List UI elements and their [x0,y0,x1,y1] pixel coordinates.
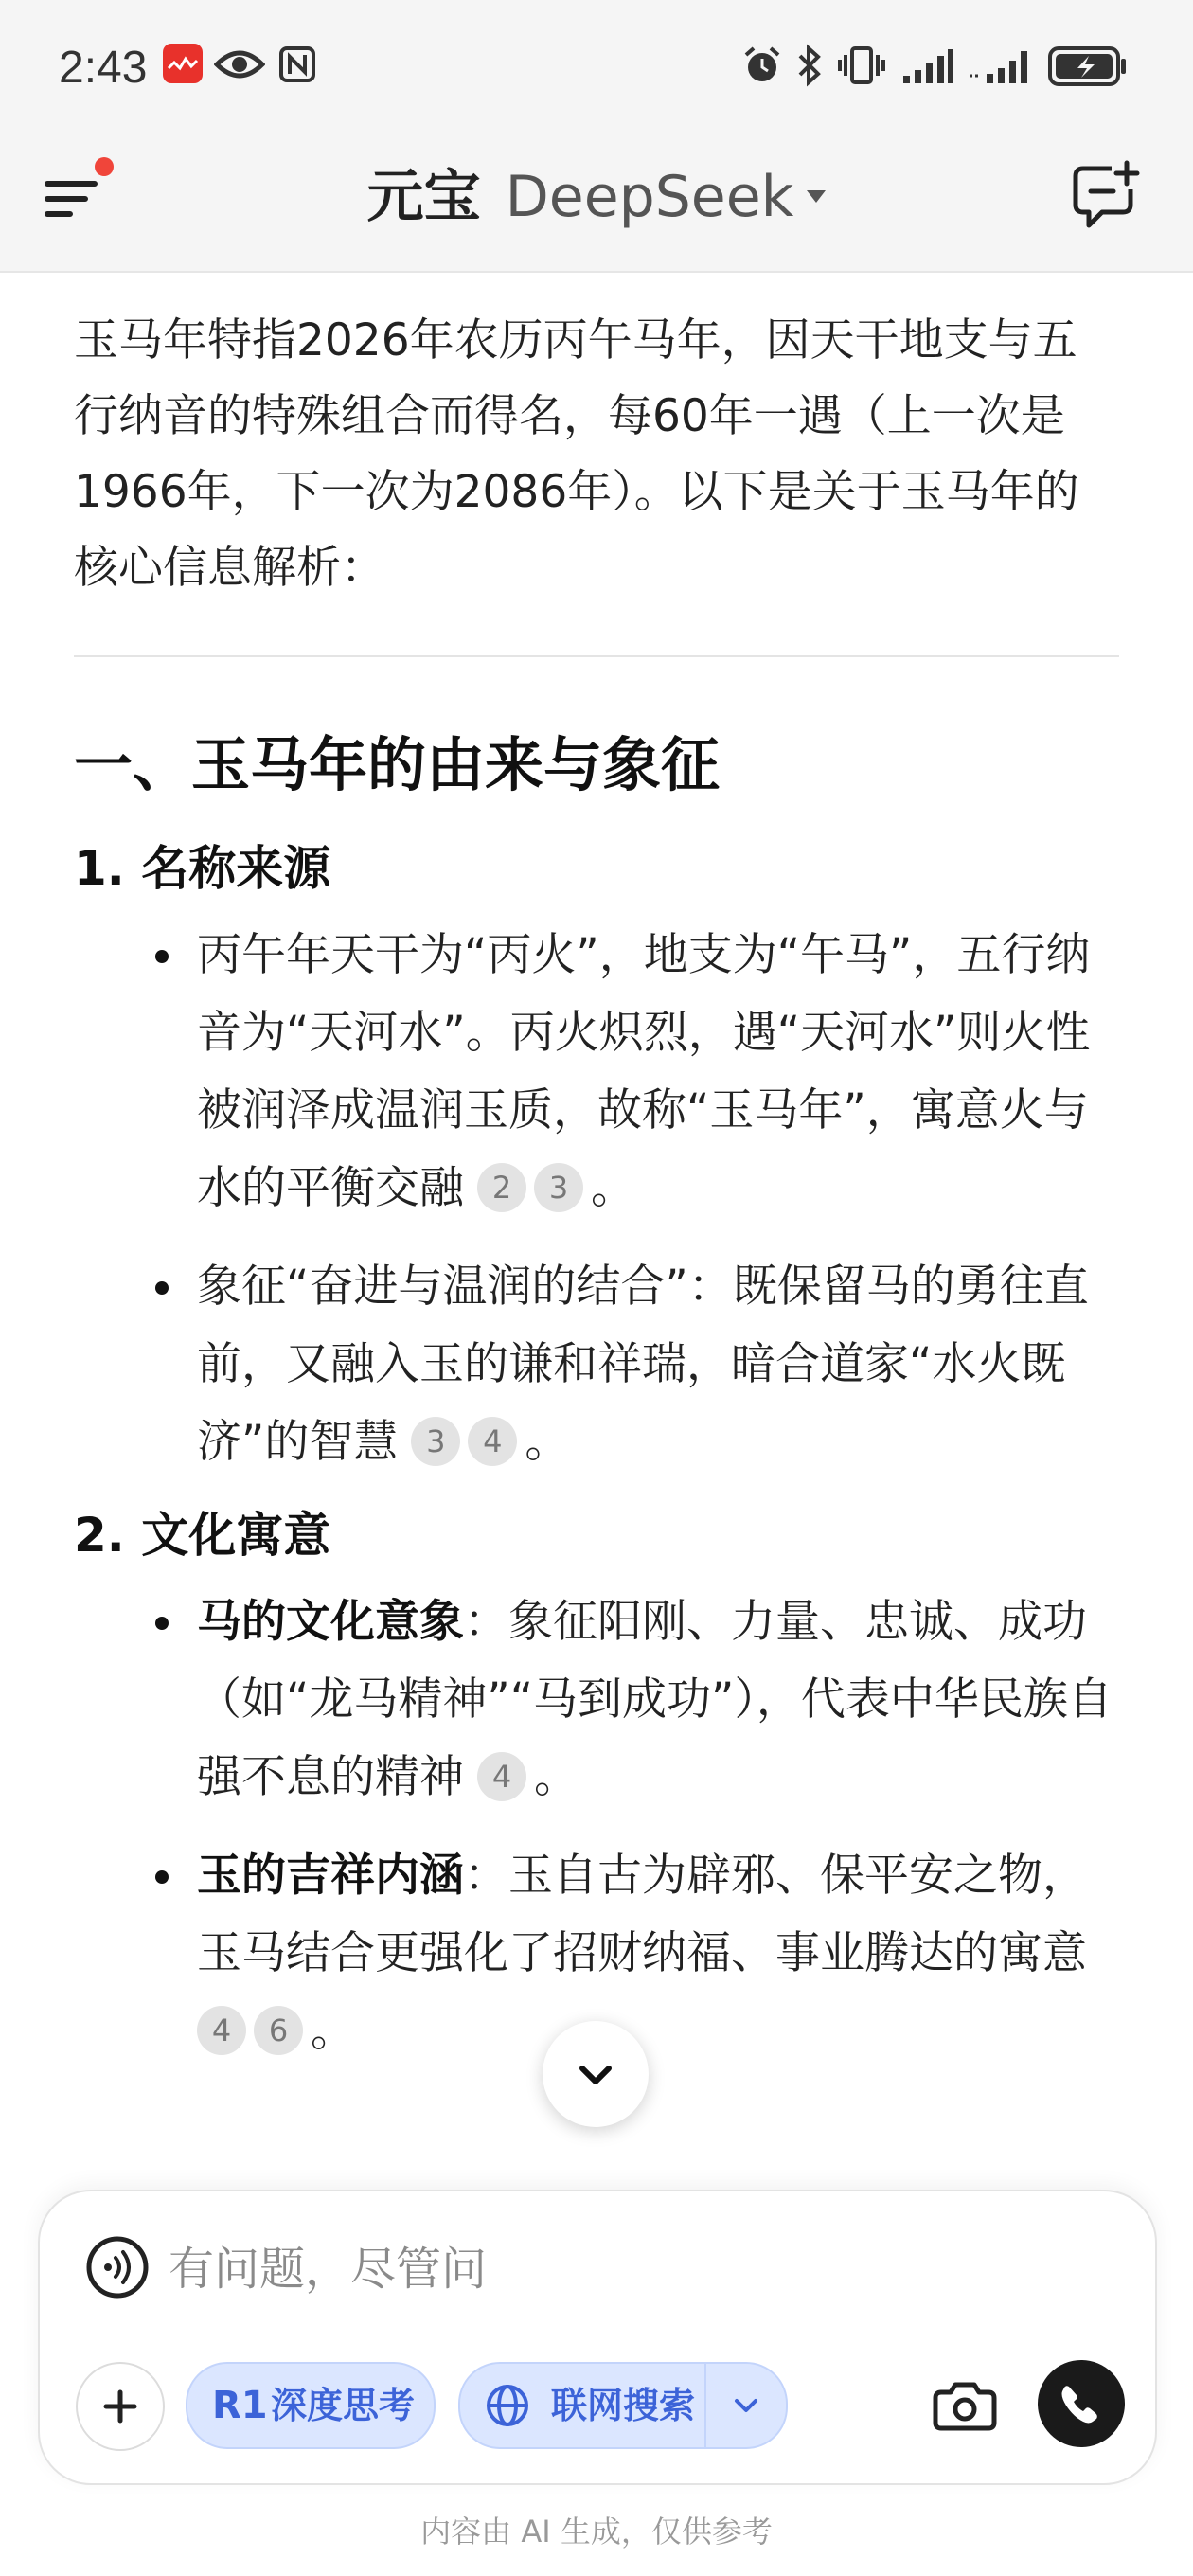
plus-icon [78,2364,163,2449]
eye-icon [214,47,265,81]
list-item-end: 。 [525,1416,570,1468]
list-item [197,1583,1119,1816]
divider [74,655,1119,657]
app-notification-icon [163,44,203,83]
chevron-down-icon [543,2021,649,2127]
voice-input-icon[interactable] [85,2235,150,2299]
caret-down-icon [807,190,826,203]
app-brand: 元宝 [366,164,481,230]
intro-paragraph: 玉马年特指2026年农历丙午马年，因天干地支与五行纳音的特殊组合而得名，每60年一遇（上一次是1966年，下一次为2086年）。以下是关于玉马年的核心信息解析： [74,314,1079,594]
list-item [197,917,1119,1227]
signal-2-icon [968,47,1034,85]
bullet-list [74,917,1119,1481]
r1-icon: R1 [212,2384,268,2427]
bullet-list [74,1583,1119,2070]
model-selector[interactable] [0,163,1193,231]
ai-disclaimer: 内容由 AI 生成，仅供参考 [420,2513,773,2549]
list-item-text: 象征“奋进与温润的结合”：既保留马的勇往直前，又融入玉的谦和祥瑞，暗合道家“水火既济”的智慧 [197,1261,1089,1468]
status-bar [0,0,1193,133]
new-chat-button[interactable] [1070,159,1142,231]
camera-icon[interactable] [922,2362,1007,2447]
citation-badge[interactable]: 3 [411,1417,460,1466]
web-search-label: 联网搜索 [551,2385,696,2426]
subsection-title: 1. 名称来源 [74,841,331,896]
section-title: 一、玉马年的由来与象征 [74,730,721,799]
chevron-down-icon[interactable] [727,2387,765,2424]
phone-icon [1038,2360,1125,2447]
add-attachment-button[interactable] [76,2362,165,2451]
list-item [197,1248,1119,1481]
vibrate-icon [837,45,886,85]
list-item-end: 。 [591,1162,635,1214]
citation-badge[interactable]: 3 [534,1163,583,1212]
message-input[interactable]: 有问题，尽管问 [169,2243,488,2296]
list-item-bold: 玉的吉祥内涵 [197,1850,464,1902]
status-time: 2:43 [59,43,148,93]
deep-think-toggle[interactable] [186,2362,436,2449]
citation-badge[interactable]: 2 [477,1163,526,1212]
citation-badge[interactable]: 4 [468,1417,517,1466]
list-item-end: 。 [534,1751,579,1803]
model-name: DeepSeek [505,164,794,230]
list-item [197,1837,1119,2070]
web-search-toggle[interactable] [458,2362,788,2449]
nfc-icon [278,45,316,83]
globe-icon [485,2383,530,2428]
pill-divider [704,2364,706,2447]
chat-composer [38,2190,1157,2485]
alarm-icon [742,45,782,85]
citation-badge[interactable]: 6 [254,2006,303,2055]
list-item-end: 。 [311,2005,355,2057]
bluetooth-icon [795,44,824,87]
battery-charging-icon [1047,45,1129,87]
citation-badge[interactable]: 4 [477,1752,526,1801]
list-item-text: ：象征阳刚、力量、忠诚、成功（如“龙马精神”“马到成功”），代表中华民族自强不息的精神 [197,1596,1113,1803]
signal-icon [901,47,954,85]
deep-think-label: 深度思考 [271,2385,416,2426]
list-item-text: ：玉自古为辟邪、保平安之物，玉马结合更强化了招财纳福、事业腾达的寓意 [197,1850,1087,1979]
list-item-bold: 马的文化意象 [197,1596,464,1648]
citation-badge[interactable]: 4 [197,2006,246,2055]
list-item-text: 丙午年天干为“丙火”，地支为“午马”，五行纳音为“天河水”。丙火炽烈，遇“天河水”则火性被润泽成温润玉质，故称“玉马年”，寓意火与水的平衡交融 [197,929,1091,1214]
voice-call-button[interactable] [1038,2360,1125,2447]
subsection-title: 2. 文化寓意 [74,1508,331,1563]
answer-content [74,303,1119,2091]
scroll-down-button[interactable] [543,2021,649,2127]
